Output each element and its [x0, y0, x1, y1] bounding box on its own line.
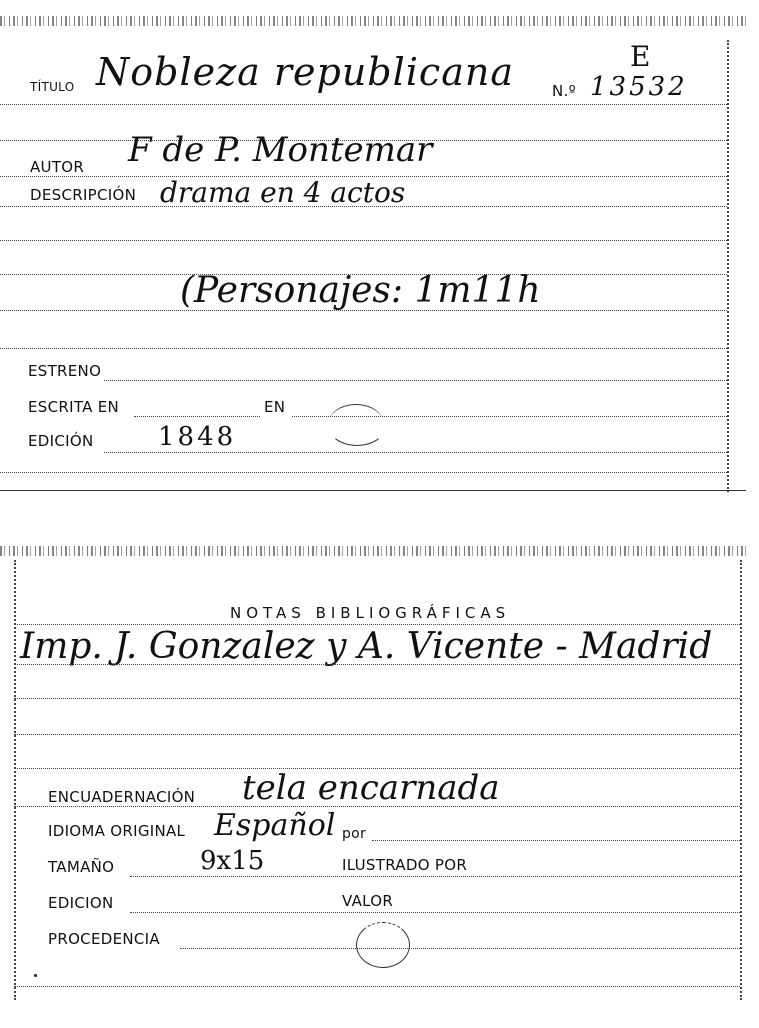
notes-value: Imp. J. Gonzalez y A. Vicente - Madrid [20, 626, 713, 667]
edition-label: EDICIÓN [28, 432, 94, 450]
rule-b4 [14, 734, 740, 735]
rule-written-in [134, 416, 260, 417]
binding-value: tela encarnada [242, 768, 500, 808]
rule-b11 [14, 986, 740, 987]
number-value: 13532 [590, 72, 688, 102]
size-label: TAMAÑO [48, 858, 115, 876]
rule-8 [0, 348, 727, 349]
card-left-border [14, 560, 16, 1000]
card-right-border [727, 40, 729, 492]
card-bottom-edge-noise [0, 546, 746, 556]
rule-5 [0, 240, 727, 241]
rule-4 [0, 206, 727, 207]
author-label: AUTOR [30, 158, 85, 176]
value-label: VALOR [342, 892, 394, 910]
card-right-border [740, 560, 742, 1000]
rule-b9 [130, 912, 740, 913]
size-value: 9x15 [200, 846, 265, 876]
rule-premiere [104, 380, 727, 381]
card-bottom-edge [0, 490, 746, 491]
edition-value: 1848 [158, 422, 237, 452]
rule-b3 [14, 698, 740, 699]
rule-1 [0, 104, 727, 105]
rule-b6 [14, 806, 740, 807]
description-value: drama en 4 actos [160, 176, 406, 209]
ink-dot [34, 974, 37, 977]
characters-value: (Personajes: 1m11h [180, 270, 541, 311]
language-label: IDIOMA ORIGINAL [48, 822, 186, 840]
number-mark: E [630, 40, 651, 73]
rule-9 [0, 472, 727, 473]
language-value: Español [214, 808, 336, 843]
rule-b1 [14, 624, 740, 625]
card-top-edge-noise [0, 16, 746, 26]
rule-b7 [372, 840, 740, 841]
catalog-card-bottom [0, 546, 746, 1020]
provenance-label: PROCEDENCIA [48, 930, 160, 948]
title-value: Nobleza republicana [96, 50, 514, 94]
illustrated-by-label: ILUSTRADO POR [342, 856, 468, 874]
translated-by-label: por [342, 826, 367, 842]
binding-label: ENCUADERNACIÓN [48, 788, 196, 806]
catalog-card-top [0, 10, 746, 490]
written-en-label: EN [264, 398, 286, 416]
bibliographic-notes-heading: NOTAS BIBLIOGRÁFICAS [230, 604, 511, 622]
edition-label-bottom: EDICION [48, 894, 114, 912]
description-label: DESCRIPCIÓN [30, 186, 137, 204]
author-value: F de P. Montemar [128, 130, 433, 170]
title-label: TÍTULO [30, 80, 75, 94]
rule-b8 [130, 876, 740, 877]
rule-7 [0, 310, 727, 311]
number-label: N.º [552, 82, 576, 100]
rule-b10 [180, 948, 740, 949]
rule-b2 [14, 664, 740, 665]
premiere-label: ESTRENO [28, 362, 102, 380]
rule-edition [104, 452, 727, 453]
punch-hole-icon [356, 922, 410, 968]
written-in-label: ESCRITA EN [28, 398, 120, 416]
